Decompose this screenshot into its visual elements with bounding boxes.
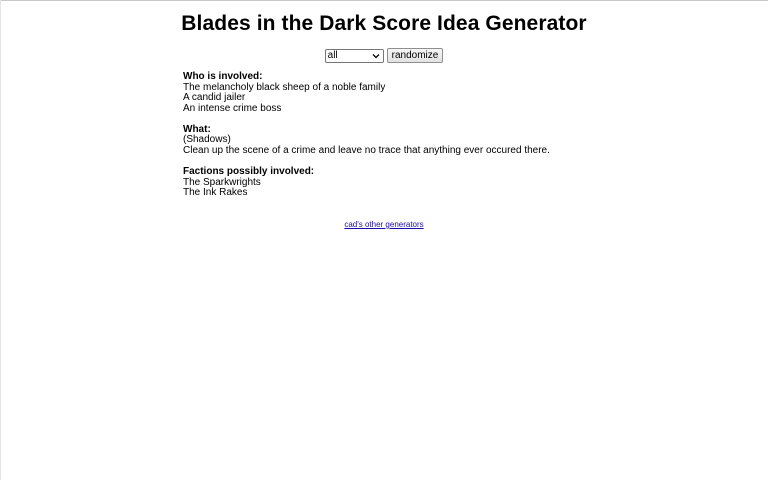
- who-line: An intense crime boss: [183, 102, 282, 114]
- who-line: A candid jailer: [183, 92, 246, 104]
- factions-heading: Factions possibly involved:: [183, 166, 315, 178]
- page-title: Blades in the Dark Score Idea Generator: [181, 12, 587, 35]
- who-line: The melancholy black sheep of a noble family: [183, 81, 386, 93]
- faction-line: The Sparkwrights: [183, 176, 261, 188]
- what-heading: What:: [183, 123, 211, 135]
- randomize-button[interactable]: randomize: [387, 48, 444, 63]
- what-category: (Shadows): [183, 134, 231, 146]
- result-panel: [183, 72, 683, 209]
- what-section: [183, 125, 683, 157]
- what-description: Clean up the scene of a crime and leave no trace that anything ever occured there.: [183, 145, 550, 157]
- footer: [0, 220, 768, 230]
- generator-controls: [0, 48, 768, 64]
- other-generators-link[interactable]: cad's other generators: [344, 220, 424, 229]
- window-top-border: [0, 0, 768, 1]
- faction-line: The Ink Rakes: [183, 187, 248, 199]
- chevron-down-icon: [372, 52, 380, 60]
- category-select[interactable]: [325, 49, 384, 63]
- factions-section: [183, 167, 683, 199]
- who-heading: Who is involved:: [183, 71, 263, 82]
- category-select-value: all: [327, 50, 338, 61]
- who-section: [183, 72, 683, 114]
- window-left-border: [0, 0, 1, 480]
